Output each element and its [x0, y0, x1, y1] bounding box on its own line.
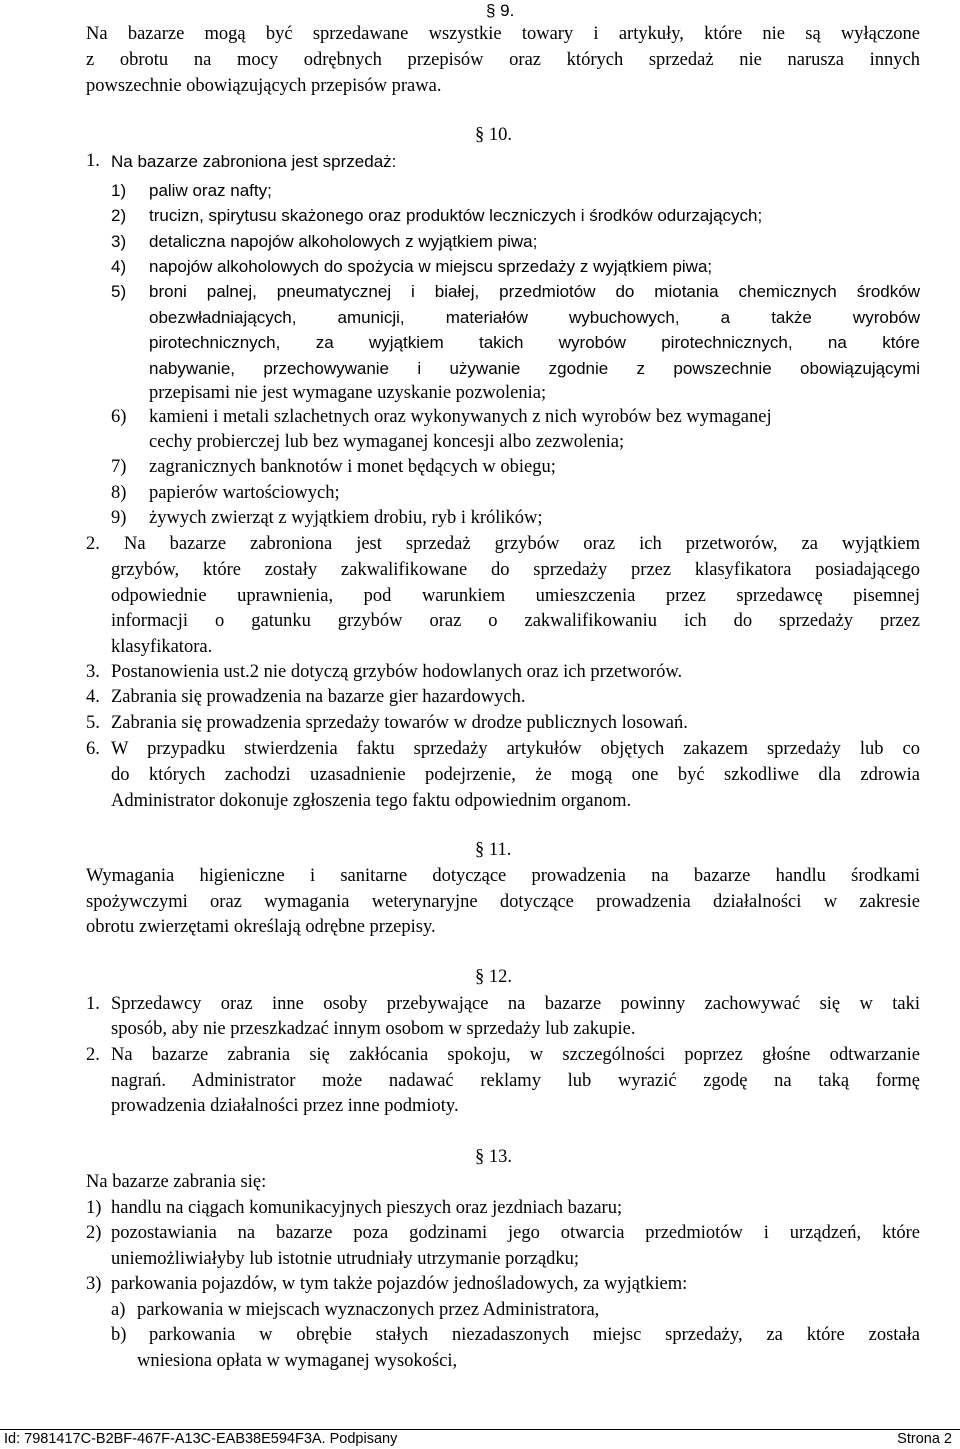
paragraph-line: Zabrania się prowadzenia na bazarze gier hazardowych. — [111, 687, 526, 707]
sublist-item-letter: a) — [111, 1300, 126, 1320]
paragraph-line: nagrań. Administrator może nadawać reklamy lub wyrazić zgodę na taką formę — [111, 1071, 920, 1091]
paragraph-line: Postanowienia ust.2 nie dotyczą grzybów hodowlanych oraz ich przetworów. — [111, 662, 683, 682]
list-item-text: zagranicznych banknotów i monet będących w obiegu; — [149, 457, 556, 477]
list-item-text: detaliczna napojów alkoholowych z wyjątkiem piwa; — [149, 232, 538, 251]
paragraph-line: Administrator dokonuje zgłoszenia tego faktu odpowiednim organom. — [111, 791, 632, 811]
section-12-heading: § 12. — [475, 967, 512, 987]
paragraph-line: prowadzenia działalności przez inne podmioty. — [111, 1096, 459, 1116]
section-10-p4-number: 4. — [86, 687, 100, 707]
list-item-number: 7) — [111, 457, 127, 477]
section-10-p3-number: 3. — [86, 662, 100, 682]
list-item-text: napojów alkoholowych do spożycia w miejscu sprzedaży z wyjątkiem piwa; — [149, 257, 713, 276]
paragraph-line: do których zachodzi uzasadnienie podejrzenie, że mogą one być szkodliwe dla zdrowia — [111, 765, 920, 785]
list-item-text: trucizn, spirytusu skażonego oraz produktów leczniczych i środków odurzających; — [149, 206, 763, 225]
section-10-p6-number: 6. — [86, 739, 100, 759]
list-item-text: pirotechnicznych, za wyjątkiem takich wyrobów pirotechnicznych, na które — [149, 333, 920, 352]
paragraph-line: W przypadku stwierdzenia faktu sprzedaży artykułów objętych zakazem sprzedaży lub co — [111, 739, 920, 759]
section-10-p1-number: 1. — [86, 151, 100, 171]
list-item-number: 3) — [86, 1274, 102, 1294]
list-item-text: przepisami nie jest wymagane uzyskanie pozwolenia; — [149, 383, 547, 403]
section-9-heading: § 9. — [486, 1, 515, 20]
paragraph-line: spożywczymi oraz wymagania weterynaryjne dotyczące prowadzenia działalności w zakresie — [86, 892, 920, 912]
list-item-number: 4) — [111, 257, 127, 276]
list-item-text: handlu na ciągach komunikacyjnych pieszych oraz jezdniach bazaru; — [111, 1198, 623, 1218]
list-item-number: 2) — [111, 206, 127, 225]
list-item-text: żywych zwierząt z wyjątkiem drobiu, ryb i królików; — [149, 508, 543, 528]
list-item-text: kamieni i metali szlachetnych oraz wykonywanych z nich wyrobów bez wymaganej — [149, 407, 772, 427]
list-item-number: 9) — [111, 508, 127, 528]
list-item-text: paliw oraz nafty; — [149, 181, 272, 200]
section-9-line-1: Na bazarze mogą być sprzedawane wszystkie towary i artykuły, które nie są wyłączone — [86, 24, 920, 44]
section-9-line-2: z obrotu na mocy odrębnych przepisów oraz których sprzedaż nie narusza innych — [86, 50, 920, 70]
list-item-text: nabywanie, przechowywanie i używanie zgodnie z powszechnie obowiązującymi — [149, 359, 920, 378]
list-item-number: 1) — [111, 181, 127, 200]
paragraph-line: Na bazarze zabrania się zakłócania spokoju, w szczególności poprzez głośne odtwarzanie — [111, 1045, 920, 1065]
sublist-item-text: wniesiona opłata w wymaganej wysokości, — [137, 1351, 458, 1371]
list-item-number: 1) — [86, 1198, 102, 1218]
paragraph-line: sposób, aby nie przeszkadzać innym osobom w sprzedaży lub zakupie. — [111, 1019, 636, 1039]
paragraph-line: Sprzedawcy oraz inne osoby przebywające na bazarze powinny zachowywać się w taki — [111, 994, 920, 1014]
page-number: Strona 2 — [897, 1431, 952, 1447]
list-item-number: 3) — [111, 232, 127, 251]
section-12-p2-number: 2. — [86, 1045, 100, 1065]
list-item-text: pozostawiania na bazarze poza godzinami jego otwarcia przedmiotów i urządzeń, które — [111, 1223, 920, 1243]
list-item-text: parkowania pojazdów, w tym także pojazdów jednośladowych, za wyjątkiem: — [111, 1274, 688, 1294]
paragraph-line: grzybów, które zostały zakwalifikowane do sprzedaży przez klasyfikatora posiadającego — [111, 560, 920, 580]
section-13-intro: Na bazarze zabrania się: — [86, 1172, 267, 1192]
section-10-p5-number: 5. — [86, 713, 100, 733]
section-9-line-3: powszechnie obowiązujących przepisów prawa. — [86, 76, 442, 96]
list-item-number: 8) — [111, 483, 127, 503]
list-item-number: 2) — [86, 1223, 102, 1243]
sublist-item-letter: b) — [111, 1325, 127, 1345]
section-10-p1-intro: Na bazarze zabroniona jest sprzedaż: — [111, 152, 397, 171]
section-11-heading: § 11. — [475, 840, 512, 860]
paragraph-line: Zabrania się prowadzenia sprzedaży towarów w drodze publicznych losowań. — [111, 713, 688, 733]
sublist-item-text: parkowania w obrębie stałych niezadaszonych miejsc sprzedaży, za które została — [149, 1325, 920, 1345]
paragraph-line: odpowiednie uprawnienia, pod warunkiem umieszczenia przez sprzedawcę pisemnej — [111, 586, 920, 606]
section-13-heading: § 13. — [475, 1147, 512, 1167]
paragraph-line: Wymagania higieniczne i sanitarne dotyczące prowadzenia na bazarze handlu środkami — [86, 866, 920, 886]
list-item-text: obezwładniających, amunicji, materiałów wybuchowych, a także wyrobów — [149, 308, 920, 327]
paragraph-line: klasyfikatora. — [111, 637, 213, 657]
list-item-number: 5) — [111, 282, 127, 301]
document-id: Id: 7981417C-B2BF-467F-A13C-EAB38E594F3A. Podpisany — [4, 1431, 398, 1447]
section-10-heading: § 10. — [475, 125, 512, 145]
section-12-p1-number: 1. — [86, 994, 100, 1014]
list-item-text: papierów wartościowych; — [149, 483, 340, 503]
paragraph-line: obrotu zwierzętami określają odrębne przepisy. — [86, 917, 436, 937]
list-item-text: cechy probierczej lub bez wymaganej koncesji albo zezwolenia; — [149, 432, 625, 452]
section-10-p2-number: 2. — [86, 534, 100, 554]
paragraph-line: Na bazarze zabroniona jest sprzedaż grzybów oraz ich przetworów, za wyjątkiem — [124, 534, 920, 554]
list-item-text: uniemożliwiałyby lub istotnie utrudniały utrzymanie porządku; — [111, 1249, 580, 1269]
list-item-text: broni palnej, pneumatycznej i białej, przedmiotów do miotania chemicznych środków — [149, 282, 920, 301]
paragraph-line: informacji o gatunku grzybów oraz o zakwalifikowaniu ich do sprzedaży przez — [111, 611, 920, 631]
footer-divider — [0, 1429, 960, 1430]
sublist-item-text: parkowania w miejscach wyznaczonych przez Administratora, — [137, 1300, 600, 1320]
list-item-number: 6) — [111, 407, 127, 427]
